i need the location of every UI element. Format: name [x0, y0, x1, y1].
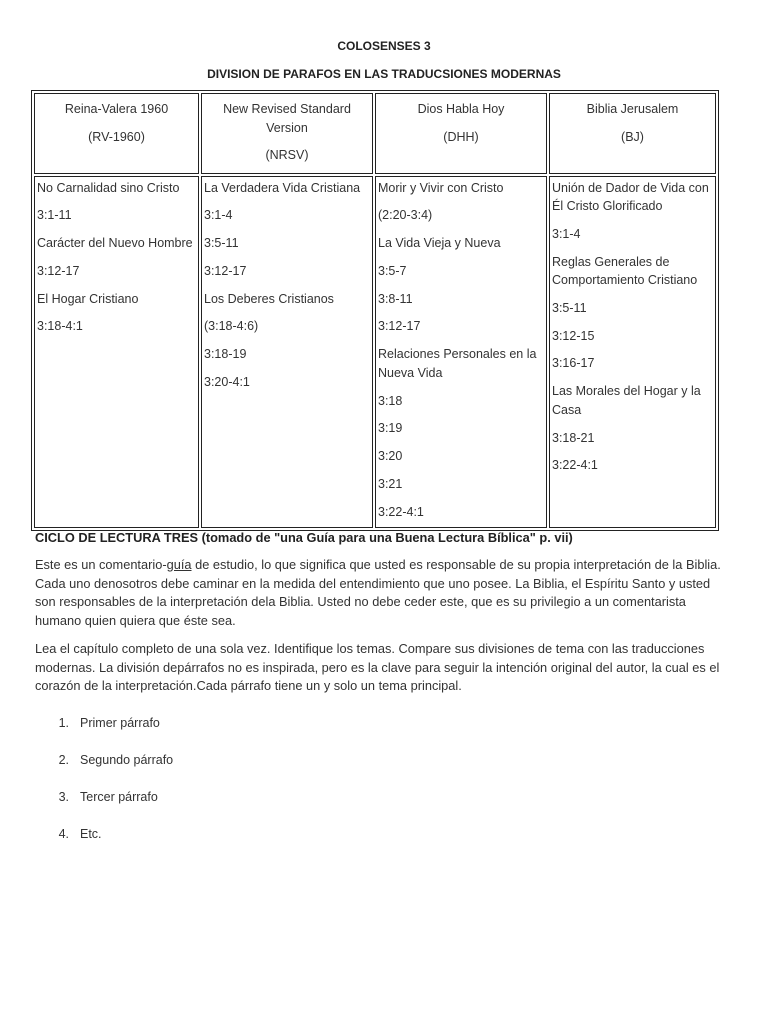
cell-text: 3:12-17 [204, 263, 247, 278]
column-abbr: (DHH) [443, 129, 479, 144]
list-number: 1. [58, 716, 69, 730]
page-subtitle: DIVISION DE PARAFOS EN LAS TRADUCSIONES MODERNAS [207, 67, 561, 81]
column-abbr: (NRSV) [265, 148, 309, 162]
cell-text: 3:1-4 [204, 208, 233, 223]
cell-text: 3:12-15 [552, 328, 595, 343]
cell-text: 3:1-4 [552, 226, 581, 241]
cell-text: 3:20-4:1 [204, 375, 250, 390]
cell-text: 3:1-11 [37, 208, 72, 223]
list-item [35, 825, 173, 862]
cell-text: Las Morales del Hogar y la Casa [552, 384, 701, 417]
cell-text: 3:16-17 [552, 356, 595, 371]
table-body-row [34, 176, 716, 529]
cell-text: 3:12-17 [378, 319, 421, 334]
instructions-paragraph: Lea el capítulo completo de una sola vez. Identifique los temas. Compare sus divisiones de tema con las traducciones modernas. La división depárrafos no es inspirada, pero es la clave para seguir la intención original del autor, la cual es el corazón de la interpretación.Cada párrafo tiene un y solo un tema principal. [35, 641, 720, 693]
paragraph-text: de estudio, lo que significa que usted es responsable de su propia interpretación de la Biblia. Cada uno denosotros debe caminar en la medida del entendimiento que uno posee. La Biblia, el Espíritu Santo y usted son responsables de la interpretación dela Biblia. Usted no debe ceder este, que es su privilegio a un comentarista humano quien quiera que éste sea. [35, 557, 721, 628]
table-header-row [34, 93, 716, 174]
cell-text: El Hogar Cristiano [37, 291, 139, 306]
column-header-dhh [375, 93, 547, 174]
cell-text: Unión de Dador de Vida con Él Cristo Glorificado [552, 180, 709, 213]
cell-text: 3:19 [378, 421, 403, 436]
cell-text: La Verdadera Vida Cristiana [204, 180, 361, 195]
column-dhh-cell [375, 176, 547, 529]
paragraph-steps-list [35, 714, 173, 862]
column-header-nrsv [201, 93, 373, 174]
list-label: Primer párrafo [80, 716, 160, 730]
column-bj-cell [549, 176, 716, 529]
cell-text: 3:5-7 [378, 263, 407, 278]
column-abbr: (RV-1960) [88, 129, 145, 144]
cell-text: 3:5-11 [552, 300, 587, 315]
cell-text: 3:20 [378, 449, 403, 464]
cell-text: 3:18-21 [552, 430, 595, 445]
column-name: Dios Habla Hoy [417, 102, 505, 116]
cell-text: Reglas Generales de Comportamiento Cristiano [552, 254, 698, 288]
column-name: Reina-Valera 1960 [64, 102, 169, 116]
column-header-rv1960 [34, 93, 199, 174]
cell-text: Carácter del Nuevo Hombre [37, 236, 193, 251]
cell-text: 3:18-4:1 [37, 319, 83, 334]
cell-text: 3:22-4:1 [378, 504, 424, 519]
list-item [35, 788, 173, 825]
cell-text: 3:5-11 [204, 236, 239, 251]
cell-text: 3:8-11 [378, 291, 413, 306]
column-abbr: (BJ) [621, 129, 644, 144]
cell-text: Relaciones Personales en la Nueva Vida [378, 347, 537, 380]
underlined-word: guía [166, 557, 192, 572]
cell-text: 3:22-4:1 [552, 458, 598, 473]
cell-text: (2:20-3:4) [378, 208, 433, 223]
cell-text: Los Deberes Cristianos [204, 291, 334, 306]
list-label: Segundo párrafo [80, 753, 174, 767]
page-title: COLOSENSES 3 [337, 39, 431, 53]
cell-text: La Vida Vieja y Nueva [378, 236, 501, 251]
list-item [35, 714, 173, 751]
column-header-bj [549, 93, 716, 174]
cell-text: Morir y Vivir con Cristo [378, 180, 504, 195]
list-item [35, 751, 173, 788]
intro-paragraph [35, 556, 725, 630]
list-number: 3. [58, 790, 69, 804]
column-rv1960-cell [34, 176, 199, 529]
reading-cycle-heading: CICLO DE LECTURA TRES (tomado de "una Guía para una Buena Lectura Bíblica" p. vii) [35, 530, 573, 545]
cell-text: (3:18-4:6) [204, 319, 259, 334]
list-label: Etc. [80, 827, 102, 841]
cell-text: 3:12-17 [37, 263, 80, 278]
paragraph-text: Este es un comentario- [35, 557, 167, 572]
translations-table [31, 90, 719, 531]
cell-text: 3:21 [378, 476, 403, 491]
cell-text: 3:18-19 [204, 347, 247, 362]
column-name: Biblia Jerusalem [586, 102, 679, 116]
column-name: New Revised Standard Version [223, 102, 351, 135]
list-label: Tercer párrafo [80, 790, 158, 804]
cell-text: 3:18 [378, 393, 403, 408]
list-number: 2. [58, 753, 69, 767]
cell-text: No Carnalidad sino Cristo [37, 180, 180, 195]
list-number: 4. [58, 827, 69, 841]
column-nrsv-cell [201, 176, 373, 529]
